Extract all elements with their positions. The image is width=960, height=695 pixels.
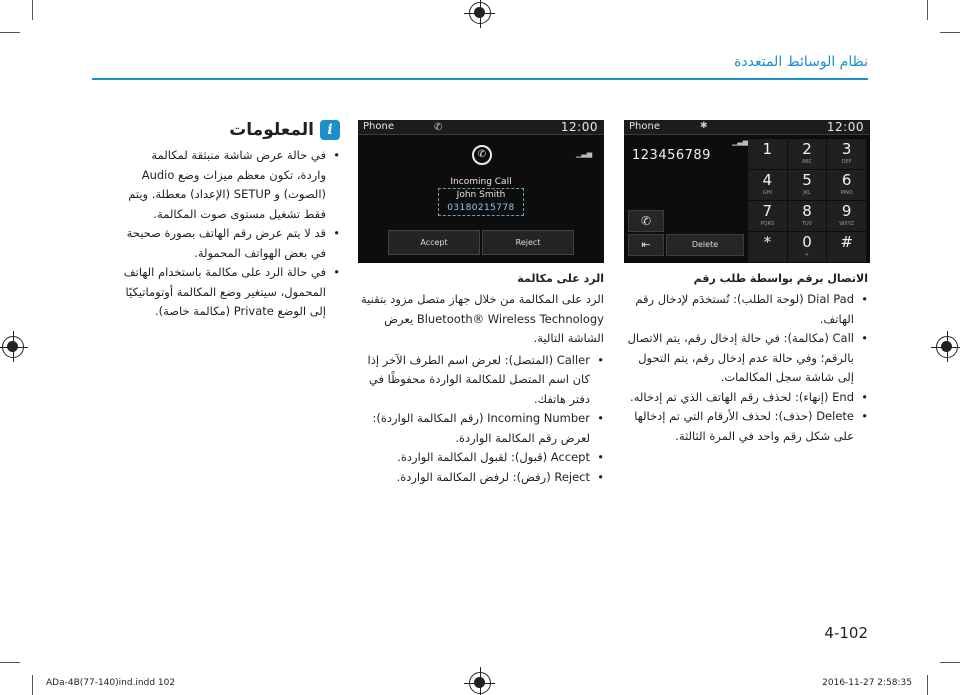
info-icon: i — [320, 120, 340, 140]
keypad-key[interactable] — [788, 232, 827, 262]
crop-mark — [0, 662, 20, 663]
answer-section-heading: الرد على مكالمة — [517, 272, 604, 285]
crop-mark — [0, 32, 20, 33]
key-letters: WXYZ — [839, 221, 855, 227]
keypad-key[interactable] — [827, 201, 866, 231]
keypad-key[interactable] — [748, 170, 787, 200]
registration-mark-icon — [2, 336, 24, 358]
key-letters: PQRS — [760, 221, 775, 227]
end-button[interactable] — [628, 234, 664, 256]
key-letters: DEF — [841, 159, 852, 165]
dial-section-heading: الاتصال برقم بواسطة طلب رقم — [693, 272, 868, 285]
key-digit: * — [763, 233, 772, 251]
registration-mark-icon — [469, 672, 491, 694]
dial-bullet-item: • Dial Pad (لوحة الطلب): تُستخدَم لإدخال رقم الهاتف. — [622, 290, 868, 329]
key-digit: 9 — [841, 202, 852, 220]
accept-button[interactable] — [388, 230, 480, 255]
key-digit: 1 — [762, 140, 773, 158]
phone-icon: ✆ — [640, 214, 652, 228]
caller-name: John Smith — [456, 190, 506, 200]
status-bar — [624, 120, 870, 135]
signal-icon: ▁▃▅ — [732, 138, 749, 146]
footer-stamp: 2016-11-27 2:58:35 — [822, 678, 912, 688]
key-letters: GHI — [762, 190, 772, 196]
reject-button[interactable] — [482, 230, 574, 255]
keypad-key[interactable] — [827, 170, 866, 200]
reject-label: Reject — [515, 238, 541, 247]
clock: 12:00 — [826, 120, 864, 134]
key-letters: MNO — [840, 190, 853, 196]
info-header — [229, 120, 340, 140]
crop-mark — [927, 0, 928, 20]
dial-pad-screen — [624, 120, 870, 263]
keypad-key[interactable] — [788, 170, 827, 200]
incoming-call-icon: ✆ — [472, 145, 492, 165]
crop-mark — [927, 675, 928, 695]
keypad — [748, 139, 866, 262]
info-bullet-item: • في حالة الرد على مكالمة باستخدام الهاتف المحمول، سيتغير وضع المكالمة أوتوماتيكيًا إلى الوضع Private (مكالمة خاصة). — [120, 263, 340, 322]
keypad-key[interactable] — [827, 232, 866, 262]
answer-bullet-item: • Reject (رفض): لرفض المكالمة الواردة. — [358, 468, 604, 488]
info-bullet-item: • قد لا يتم عرض رقم الهاتف بصورة صحيحة في بعض الهواتف المحمولة. — [120, 224, 340, 263]
keypad-key[interactable] — [748, 232, 787, 262]
dial-bullet-item: • Call (مكالمة): في حالة إدخال رقم، يتم الاتصال بالرقم؛ وفي حالة عدم إدخال رقم، يتم التحول إلى شاشة سجل المكالمات. — [622, 329, 868, 388]
incoming-number: 03180215778 — [447, 203, 515, 213]
phone-icon: ✆ — [434, 122, 443, 133]
key-letters: TUV — [801, 221, 813, 227]
dial-bullet-item: • End (إنهاء): لحذف رقم الهاتف الذي تم إدخاله. — [622, 388, 868, 408]
registration-mark-icon — [936, 336, 958, 358]
key-digit: 4 — [762, 171, 773, 189]
section-title: نظام الوسائط المتعددة — [734, 54, 868, 70]
clock: 12:00 — [560, 120, 598, 134]
bluetooth-icon: ✱ — [700, 121, 708, 131]
key-digit: 2 — [802, 140, 812, 158]
info-title: المعلومات — [229, 120, 314, 140]
answer-section-body — [358, 290, 604, 487]
dialed-number: 123456789 — [632, 148, 711, 163]
delete-label: Delete — [691, 240, 719, 249]
signal-icon: ▁▃▅ — [576, 150, 593, 158]
key-digit: 0 — [802, 233, 812, 251]
screen-label: Phone — [363, 121, 394, 132]
answer-bullet-item: • Caller (المتصل): لعرض اسم الطرف الآخر إذا كان اسم المتصل للمكالمة الواردة محفوظًا في دفتر هاتفك. — [358, 351, 604, 410]
info-bullet-item: • في حالة عرض شاشة منبثقة لمكالمة واردة، تكون معظم ميزات وضع Audio (الصوت) و SETUP (الإعداد) معطلة. ويتم فقط تشغيل مستوى صوت المكالمة. — [120, 146, 340, 224]
caller-title: Incoming Call — [450, 177, 512, 187]
keypad-key[interactable] — [748, 201, 787, 231]
caller-info-box — [438, 188, 524, 216]
keypad-key[interactable] — [827, 139, 866, 169]
keypad-key[interactable] — [788, 201, 827, 231]
key-digit: 5 — [802, 171, 812, 189]
screen-label: Phone — [629, 121, 660, 132]
answer-bullet-item: • Accept (قبول): لقبول المكالمة الواردة. — [358, 448, 604, 468]
call-button[interactable] — [628, 210, 664, 232]
key-letters: JKL — [803, 190, 811, 196]
key-digit: 8 — [802, 202, 812, 220]
key-letters: + — [804, 252, 810, 258]
status-bar — [358, 120, 604, 135]
key-letters: ABC — [801, 159, 813, 165]
header-rule — [92, 78, 868, 80]
crop-mark — [32, 675, 33, 695]
page-number: 4-102 — [824, 624, 868, 642]
incoming-call-screen — [358, 120, 604, 263]
answer-intro: الرد على المكالمة من خلال جهاز متصل مزود بتقنية Bluetooth® Wireless Technology يعرض الشاشة التالية. — [361, 292, 604, 345]
crop-mark — [940, 32, 960, 33]
info-body — [120, 146, 340, 322]
answer-bullet-item: • Incoming Number (رقم المكالمة الواردة): لعرض رقم المكالمة الواردة. — [358, 409, 604, 448]
footer-file: ADa-4B(77-140)ind.indd 102 — [46, 678, 176, 688]
key-digit: 7 — [762, 202, 773, 220]
dial-bullet-item: • Delete (حذف): لحذف الأرقام التي تم إدخالها على شكل رقم واحد في المرة الثالثة. — [622, 407, 868, 446]
dial-section-body — [622, 290, 868, 446]
registration-mark-icon — [469, 2, 491, 24]
key-digit: 6 — [841, 171, 852, 189]
crop-mark — [32, 0, 33, 20]
accept-label: Accept — [420, 238, 448, 247]
back-arrow-icon: ⇤ — [641, 238, 651, 251]
key-digit: 3 — [841, 140, 852, 158]
delete-button[interactable] — [666, 234, 744, 256]
keypad-key[interactable] — [788, 139, 827, 169]
crop-mark — [940, 662, 960, 663]
key-digit: # — [840, 233, 853, 251]
keypad-key[interactable] — [748, 139, 787, 169]
